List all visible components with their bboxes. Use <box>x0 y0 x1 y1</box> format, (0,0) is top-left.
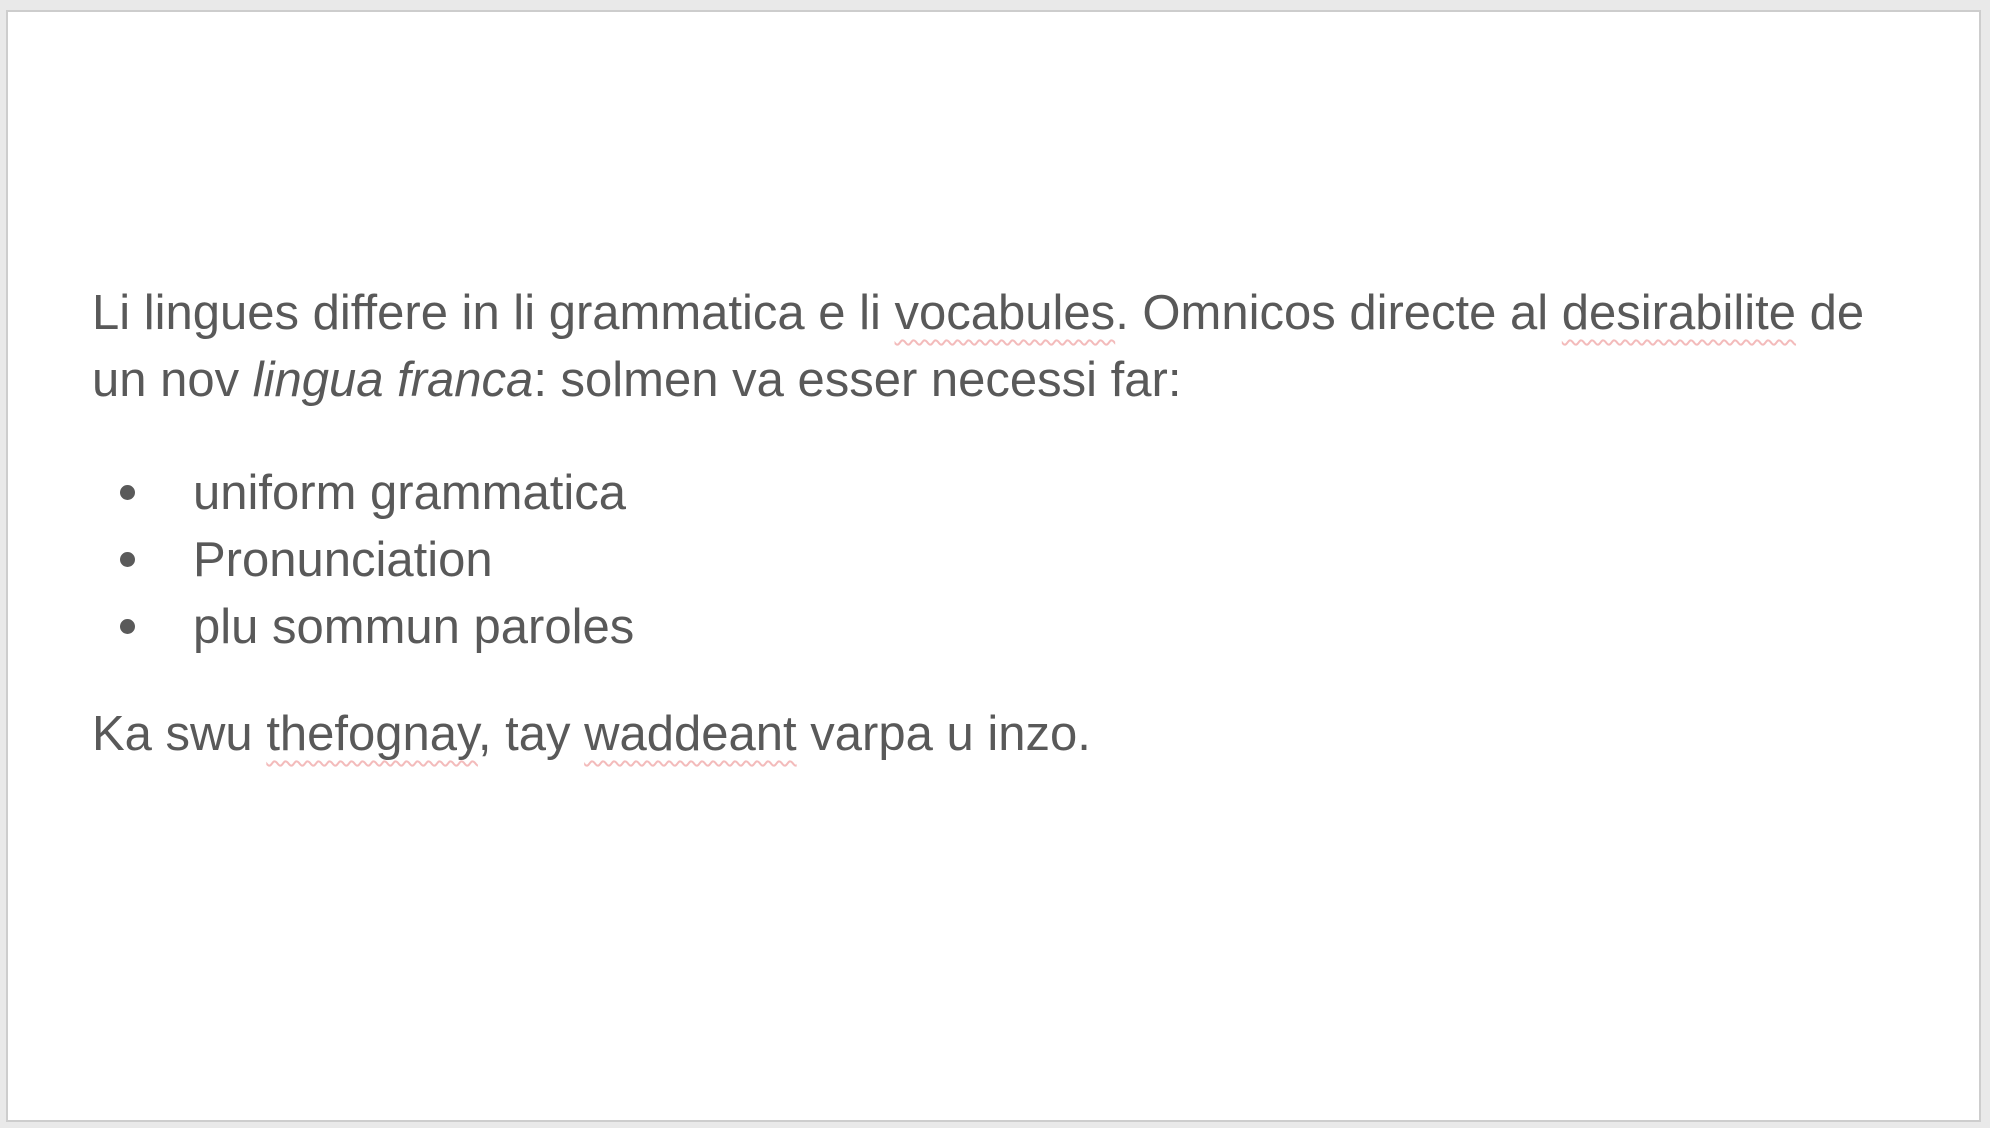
misspelled-word-waddeant: waddeant <box>584 707 797 761</box>
intro-text-segment-4: : solmen va esser necessi far: <box>533 353 1182 407</box>
closing-paragraph <box>92 701 1909 768</box>
misspelled-word-thefognay: thefognay <box>266 707 478 761</box>
slide-content <box>8 12 1979 768</box>
intro-text-segment-1: Li lingues differe in li grammatica e li <box>92 286 895 340</box>
closing-text-segment-2: , tay <box>477 707 585 761</box>
misspelled-word-vocabules: vocabules <box>894 286 1116 340</box>
intro-paragraph <box>92 280 1907 414</box>
bullet-item <box>92 460 1909 527</box>
bullet-dot-icon <box>120 485 135 500</box>
slide-canvas <box>6 10 1981 1122</box>
closing-text-segment-3: varpa u inzo. <box>796 707 1091 761</box>
bullet-item-label: Pronunciation <box>193 533 493 587</box>
bullet-item-label: plu sommun paroles <box>193 600 635 654</box>
intro-text-segment-3: de un nov <box>92 286 1865 407</box>
closing-text-segment-1: Ka swu <box>92 707 267 761</box>
bullet-item-label: uniform grammatica <box>193 466 626 520</box>
misspelled-word-desirabilite: desirabilite <box>1561 286 1797 340</box>
intro-text-segment-2: . Omnicos directe al <box>1115 286 1562 340</box>
bullet-list <box>92 460 1909 661</box>
bullet-item <box>92 594 1909 661</box>
italic-term-lingua-franca: lingua franca <box>252 353 534 407</box>
bullet-item <box>92 527 1909 594</box>
bullet-dot-icon <box>120 619 135 634</box>
bullet-dot-icon <box>120 552 135 567</box>
